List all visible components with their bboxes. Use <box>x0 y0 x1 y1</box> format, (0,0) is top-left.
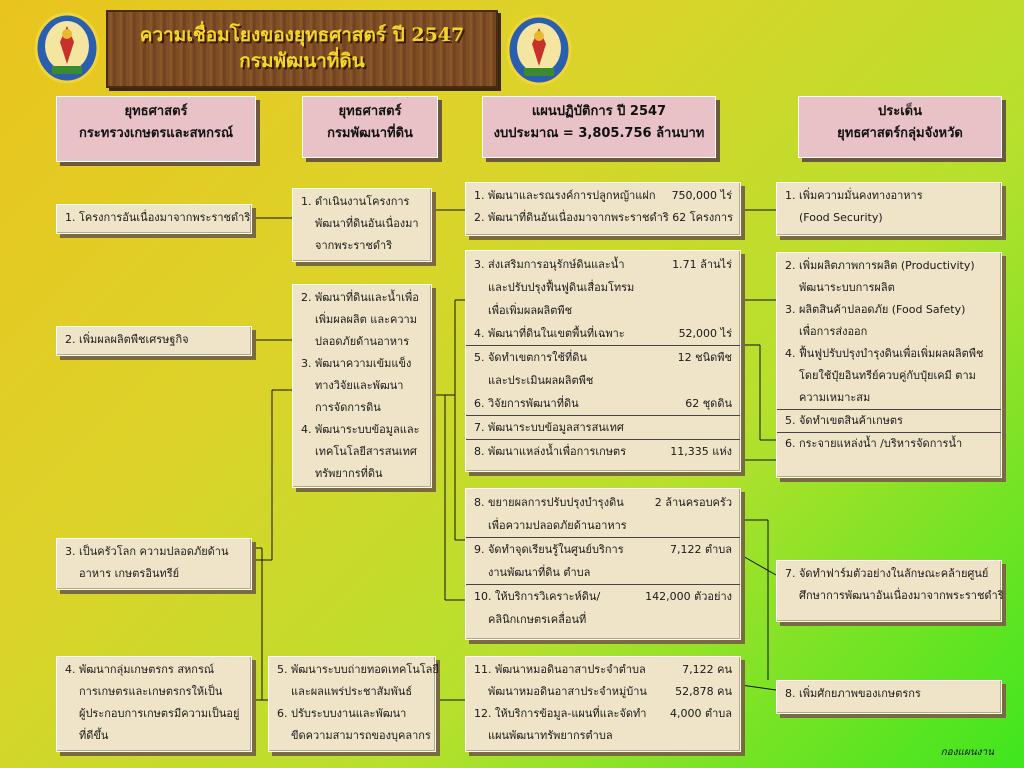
title-line-1: ความเชื่อมโยงของยุทธศาสตร์ ปี 2547 <box>139 24 465 46</box>
plan-row <box>474 346 732 369</box>
box-line: ปลอดภัยด้านอาหาร <box>315 335 410 348</box>
footer-label: กองแผนงาน <box>940 747 994 758</box>
plan-value: 52,878 คน <box>675 685 732 698</box>
department-strategy-2-4 <box>292 284 432 488</box>
header-plan <box>482 96 716 158</box>
ldd-emblem-icon <box>34 12 100 84</box>
ldd-emblem-icon <box>506 14 572 86</box>
plan-value: 52,000 ไร่ <box>678 327 732 340</box>
plan-value: 142,000 ตัวอย่าง <box>645 590 732 603</box>
plan-item: 5. จัดทำเขตการใช้ที่ดิน <box>474 351 587 364</box>
plan-row <box>474 491 732 514</box>
plan-group-1 <box>465 182 741 236</box>
department-strategy-5-6 <box>268 656 439 752</box>
plan-item: และปรับปรุงฟื้นฟูดินเสื่อมโทรม <box>488 281 635 294</box>
title-line-2: กรมพัฒนาที่ดิน <box>239 50 365 72</box>
plan-row <box>474 185 732 207</box>
province-issue-2-6 <box>776 252 1002 478</box>
header-ministry-line2: กระทรวงเกษตรและสหกรณ์ <box>78 126 234 141</box>
header-department-line2: กรมพัฒนาที่ดิน <box>327 126 413 141</box>
plan-row <box>474 207 732 229</box>
box-line: โดยใช้ปุ๋ยอินทรีย์ควบคู่กับปุ๋ยเคมี ตาม <box>799 369 976 382</box>
plan-value: 12 ชนิดพืช <box>677 351 732 364</box>
page-title <box>106 10 498 88</box>
plan-item: 1. พัฒนาและรณรงค์การปลูกหญ้าแฝก <box>474 189 656 202</box>
box-line: เทคโนโลยีสารสนเทศ <box>315 445 417 458</box>
box-line: พัฒนาระบบการผลิต <box>799 281 895 294</box>
plan-value: 7,122 คน <box>682 663 732 676</box>
box-line: 5. จัดทำเขตสินค้าเกษตร <box>785 414 903 427</box>
box-line: และผลแพร่ประชาสัมพันธ์ <box>291 685 413 698</box>
plan-item: แผนพัฒนาทรัพยากรตำบล <box>488 729 613 742</box>
plan-item: งานพัฒนาที่ดิน ตำบล <box>488 566 591 579</box>
plan-item: 10. ให้บริการวิเคราะห์ดิน/ <box>474 590 601 603</box>
plan-row <box>474 440 732 463</box>
box-line: 6. ปรับระบบงานและพัฒนา <box>277 707 407 720</box>
box-line: อาหาร เกษตรอินทรีย์ <box>79 567 180 580</box>
plan-row <box>474 585 732 608</box>
province-issue-1 <box>776 182 1002 236</box>
box-line: 4. ฟื้นฟูปรับปรุงบำรุงดินเพื่อเพิ่มผลผลิตพืช <box>785 347 984 360</box>
header-plan-line2: งบประมาณ = 3,805.756 ล้านบาท <box>493 126 705 141</box>
box-line: ศึกษาการพัฒนาอันเนื่องมาจากพระราชดำริ <box>799 589 1004 602</box>
box-line: 2. เพิ่มผลผลิตพืชเศรษฐกิจ <box>65 333 189 346</box>
plan-group-2 <box>465 250 741 472</box>
header-department-line1: ยุทธศาสตร์ <box>338 104 402 119</box>
header-ministry <box>56 96 256 162</box>
box-line: เพื่อการส่งออก <box>799 325 868 338</box>
header-department <box>302 96 438 158</box>
plan-value: 11,335 แห่ง <box>670 445 732 458</box>
plan-row <box>474 253 732 276</box>
box-line: 7. จัดทำฟาร์มตัวอย่างในลักษณะคล้ายศูนย์ <box>785 567 989 580</box>
plan-item: เพื่อเพิ่มผลผลิตพืช <box>488 304 573 317</box>
box-line: 3. เป็นครัวโลก ความปลอดภัยด้าน <box>65 545 229 558</box>
box-line: 1. เพิ่มความมั่นคงทางอาหาร <box>785 189 923 202</box>
plan-row <box>474 369 732 392</box>
ministry-strategy-4 <box>56 656 252 752</box>
plan-item: 4. พัฒนาที่ดินในเขตพื้นที่เฉพาะ <box>474 327 625 340</box>
plan-item: 11. พัฒนาหมอดินอาสาประจำตำบล <box>474 663 646 676</box>
box-line: ขีดความสามารถของบุคลากร <box>291 729 431 742</box>
ministry-strategy-3 <box>56 538 252 590</box>
box-line: ผู้ประกอบการเกษตรมีความเป็นอยู่ <box>79 707 240 720</box>
box-line: ที่ดีขึ้น <box>79 729 109 742</box>
plan-item: 7. พัฒนาระบบข้อมูลสารสนเทศ <box>474 421 624 434</box>
plan-row <box>474 322 732 345</box>
plan-row <box>474 276 732 299</box>
plan-item: 9. จัดทำจุดเรียนรู้ในศูนย์บริการ <box>474 543 624 556</box>
plan-row <box>474 681 732 703</box>
box-line: ความเหมาะสม <box>799 391 871 404</box>
department-strategy-1 <box>292 188 432 262</box>
ministry-strategy-2 <box>56 326 252 356</box>
plan-item: 6. วิจัยการพัฒนาที่ดิน <box>474 397 579 410</box>
plan-item: 12. ให้บริการข้อมูล-แผนที่และจัดทำ <box>474 707 647 720</box>
plan-item: 3. ส่งเสริมการอนุรักษ์ดินและน้ำ <box>474 258 625 271</box>
plan-item: คลินิกเกษตรเคลื่อนที่ <box>488 613 587 626</box>
box-line: การจัดการดิน <box>315 401 381 414</box>
plan-row <box>474 514 732 537</box>
header-province-line1: ประเด็น <box>878 104 922 119</box>
header-ministry-line1: ยุทธศาสตร์ <box>124 104 188 119</box>
box-line: 4. พัฒนาระบบข้อมูลและ <box>301 423 420 436</box>
plan-value: 62 ชุดดิน <box>685 397 732 410</box>
plan-row <box>474 392 732 415</box>
plan-value: 2 ล้านครอบครัว <box>654 496 732 509</box>
box-line: เพิ่มผลผลิต และความ <box>315 313 417 326</box>
box-line: ทรัพยากรที่ดิน <box>315 467 383 480</box>
plan-row <box>474 561 732 584</box>
plan-value: 4,000 ตำบล <box>669 707 732 720</box>
plan-row <box>474 659 732 681</box>
box-line: 5. พัฒนาระบบถ่ายทอดเทคโนโลยี <box>277 663 439 676</box>
plan-row <box>474 538 732 561</box>
header-plan-line1: แผนปฏิบัติการ ปี 2547 <box>531 104 667 119</box>
connector <box>741 555 776 575</box>
plan-row <box>474 416 732 439</box>
plan-item: 2. พัฒนาที่ดินอันเนื่องมาจากพระราชดำริ 62 โครงการ <box>474 211 734 224</box>
box-line: 1. ดำเนินงานโครงการ <box>301 195 410 208</box>
plan-item: และประเมินผลผลิตพืช <box>488 374 594 387</box>
box-line: 3. ผลิตสินค้าปลอดภัย (Food Safety) <box>785 303 966 316</box>
province-issue-7 <box>776 560 1002 622</box>
box-line: 8. เพิ่มศักยภาพของเกษตรกร <box>785 687 921 700</box>
plan-item: เพื่อความปลอดภัยด้านอาหาร <box>488 519 627 532</box>
header-province-line2: ยุทธศาสตร์กลุ่มจังหวัด <box>837 126 963 141</box>
box-line: 4. พัฒนากลุ่มเกษตรกร สหกรณ์ <box>65 663 215 676</box>
plan-row <box>474 725 732 747</box>
header-province <box>798 96 1002 158</box>
plan-row <box>474 703 732 725</box>
connector <box>741 685 776 690</box>
plan-item: 8. พัฒนาแหล่งน้ำเพื่อการเกษตร <box>474 445 627 458</box>
box-line: การเกษตรและเกษตรกรให้เป็น <box>79 685 223 698</box>
plan-value: 1.71 ล้านไร่ <box>672 258 732 271</box>
box-line: จากพระราชดำริ <box>315 239 393 252</box>
box-line: 3. พัฒนาความเข้มแข็ง <box>301 357 412 370</box>
province-issue-8 <box>776 680 1002 714</box>
box-line: 6. กระจายแหล่งน้ำ /บริหารจัดการน้ำ <box>785 437 963 450</box>
plan-value: 750,000 ไร่ <box>671 189 732 202</box>
box-line: ทางวิจัยและพัฒนา <box>315 379 404 392</box>
box-line: 1. โครงการอันเนื่องมาจากพระราชดำริ <box>65 211 251 224</box>
box-line: 2. เพิ่มผลิตภาพการผลิต (Productivity) <box>785 259 975 272</box>
plan-item: พัฒนาหมอดินอาสาประจำหมู่บ้าน <box>488 685 647 698</box>
plan-row <box>474 299 732 322</box>
box-line: 2. พัฒนาที่ดินและน้ำเพื่อ <box>301 291 419 304</box>
box-line: พัฒนาที่ดินอันเนื่องมา <box>315 217 419 230</box>
plan-value: 7,122 ตำบล <box>669 543 732 556</box>
plan-item: 8. ขยายผลการปรับปรุงบำรุงดิน <box>474 496 624 509</box>
box-line: (Food Security) <box>799 211 883 224</box>
plan-group-3 <box>465 488 741 640</box>
plan-group-4 <box>465 656 741 752</box>
plan-row <box>474 608 732 631</box>
ministry-strategy-1 <box>56 204 252 234</box>
